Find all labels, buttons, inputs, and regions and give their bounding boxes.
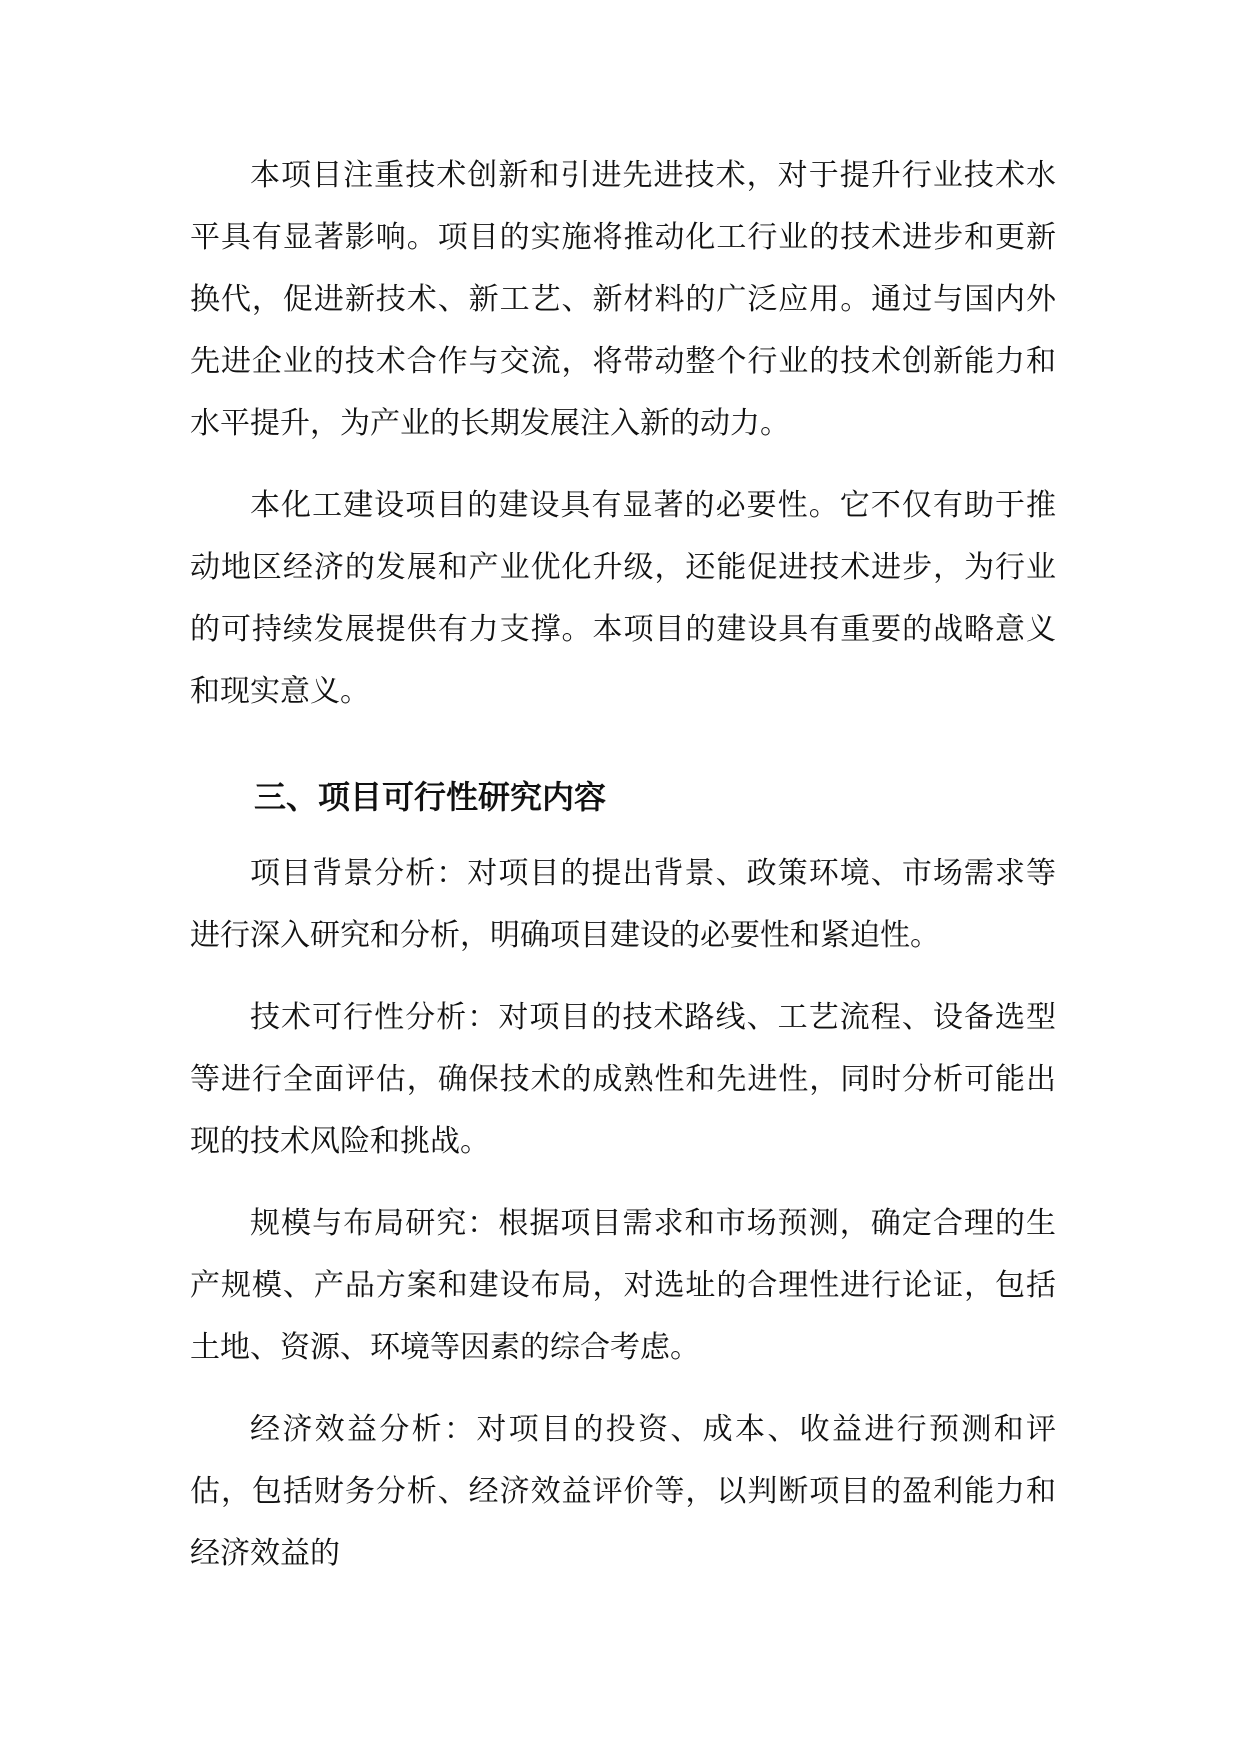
paragraph-background-analysis: 项目背景分析：对项目的提出背景、政策环境、市场需求等进行深入研究和分析，明确项目建设的必要性和紧迫性。 <box>190 856 1056 953</box>
paragraph-economic-benefit: 经济效益分析：对项目的投资、成本、收益进行预测和评估，包括财务分析、经济效益评价等，以判断项目的盈利能力和经济效益的 <box>190 1412 1056 1571</box>
paragraph-technical-feasibility: 技术可行性分析：对项目的技术路线、工艺流程、设备选型等进行全面评估，确保技术的成熟性和先进性，同时分析可能出现的技术风险和挑战。 <box>190 1000 1056 1159</box>
paragraph-tech-innovation: 本项目注重技术创新和引进先进技术，对于提升行业技术水平具有显著影响。项目的实施将推动化工行业的技术进步和更新换代，促进新技术、新工艺、新材料的广泛应用。通过与国内外先进企业的技术合作与交流，将带动整个行业的技术创新能力和水平提升，为产业的长期发展注入新的动力。 <box>190 158 1056 441</box>
section-heading: 三、项目可行性研究内容 <box>254 778 607 816</box>
page-body <box>190 145 1056 1585</box>
paragraph-scale-layout: 规模与布局研究：根据项目需求和市场预测，确定合理的生产规模、产品方案和建设布局，对选址的合理性进行论证，包括土地、资源、环境等因素的综合考虑。 <box>190 1206 1056 1365</box>
paragraph-necessity: 本化工建设项目的建设具有显著的必要性。它不仅有助于推动地区经济的发展和产业优化升级，还能促进技术进步，为行业的可持续发展提供有力支撑。本项目的建设具有重要的战略意义和现实意义。 <box>190 488 1056 709</box>
